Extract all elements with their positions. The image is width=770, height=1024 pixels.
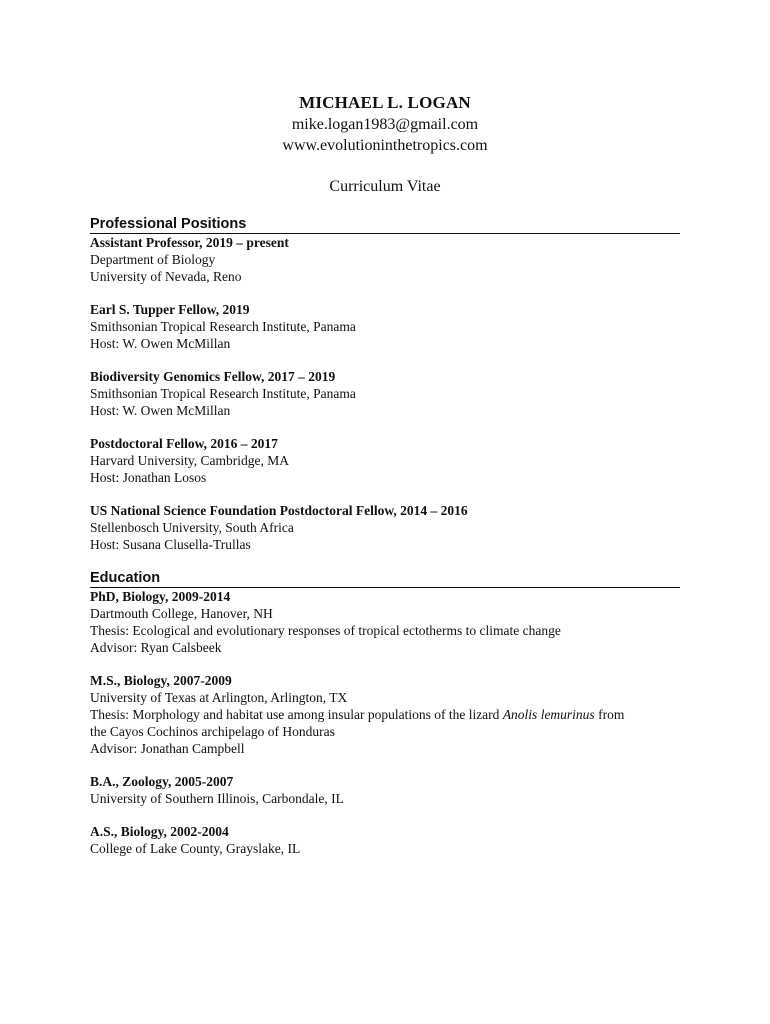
degree-thesis [90,706,680,723]
degree-title: B.A., Zoology, 2005-2007 [90,774,234,789]
position-detail: Department of Biology [90,252,216,267]
position-title: US National Science Foundation Postdoctoral Fellow, 2014 – 2016 [90,503,468,518]
education-entry-ba [90,773,680,807]
position-detail: University of Nevada, Reno [90,269,242,284]
position-title: Assistant Professor, 2019 – present [90,235,289,250]
degree-title: PhD, Biology, 2009-2014 [90,589,231,604]
cv-header [0,92,770,197]
position-detail: Smithsonian Tropical Research Institute, Panama [90,319,356,334]
email-address: mike.logan1983@gmail.com [291,116,479,133]
degree-thesis: Thesis: Ecological and evolutionary responses of tropical ectotherms to climate change [90,623,561,638]
position-detail: Smithsonian Tropical Research Institute, Panama [90,386,356,401]
position-detail: Host: Susana Clusella-Trullas [90,537,251,552]
thesis-text: from [594,707,625,722]
degree-thesis-continued: the Cayos Cochinos archipelago of Honduras [90,724,335,739]
position-detail: Host: W. Owen McMillan [90,336,231,351]
position-title: Postdoctoral Fellow, 2016 – 2017 [90,436,278,451]
degree-advisor: Advisor: Ryan Calsbeek [90,640,222,655]
position-entry [90,368,680,419]
degree-institution: College of Lake County, Grayslake, IL [90,841,301,856]
education-entry-phd [90,588,680,656]
education-entry-ms [90,672,680,757]
species-name: Anolis lemurinus [502,707,595,722]
person-name: MICHAEL L. LOGAN [299,93,471,112]
thesis-text: Thesis: Morphology and habitat use among insular populations of the lizard [90,707,503,722]
section-heading-education: Education [90,569,680,588]
degree-institution: University of Texas at Arlington, Arlington, TX [90,690,348,705]
website-url: www.evolutioninthetropics.com [282,137,488,154]
position-entry [90,435,680,486]
degree-advisor: Advisor: Jonathan Campbell [90,741,245,756]
document-title: Curriculum Vitae [329,178,441,195]
position-detail: Host: W. Owen McMillan [90,403,231,418]
position-detail: Host: Jonathan Losos [90,470,207,485]
position-entry [90,301,680,352]
degree-institution: University of Southern Illinois, Carbondale, IL [90,791,344,806]
position-entry [90,234,680,285]
degree-institution: Dartmouth College, Hanover, NH [90,606,273,621]
position-entry [90,502,680,553]
position-title: Biodiversity Genomics Fellow, 2017 – 2019 [90,369,336,384]
section-heading-positions: Professional Positions [90,215,680,234]
position-detail: Stellenbosch University, South Africa [90,520,294,535]
degree-title: M.S., Biology, 2007-2009 [90,673,232,688]
cv-content [90,215,680,873]
position-detail: Harvard University, Cambridge, MA [90,453,289,468]
education-entry-as [90,823,680,857]
degree-title: A.S., Biology, 2002-2004 [90,824,229,839]
position-title: Earl S. Tupper Fellow, 2019 [90,302,250,317]
